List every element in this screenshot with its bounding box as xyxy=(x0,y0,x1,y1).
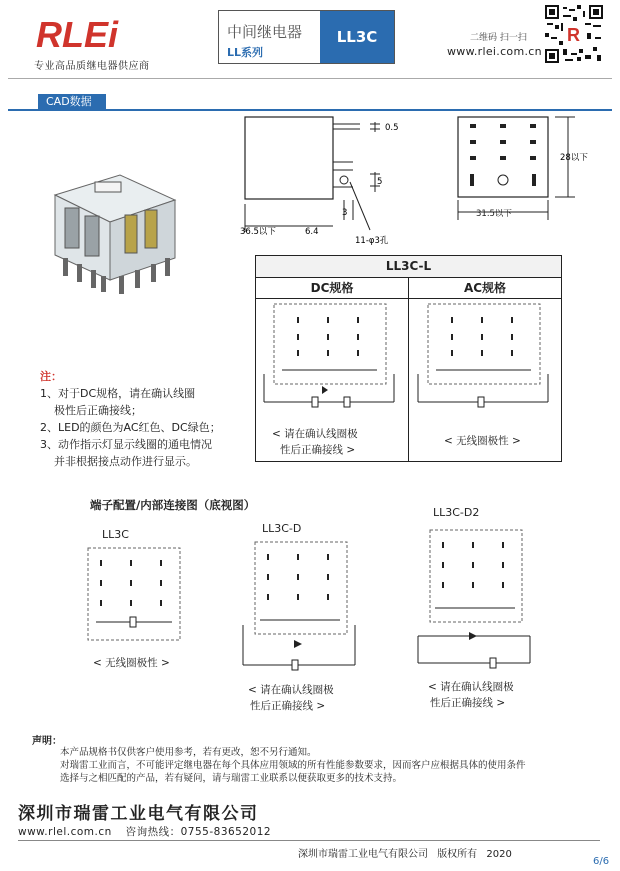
ll3c-d-caption-line: < 请在确认线圈极 xyxy=(248,684,334,696)
terminal-section-title: 端子配置/内部连接图（底视图） xyxy=(90,498,256,512)
ll3c-d2-caption-line: 性后正确接线 > xyxy=(430,697,506,709)
ll3c-d-label: LL3C-D xyxy=(262,522,302,535)
statement-line: 对瑞雷工业而言，不可能评定继电器在每个具体应用领域的所有性能参数要求，因而客户应根据具体的使用条件 xyxy=(60,760,526,771)
qr-code-icon xyxy=(545,5,603,63)
dim-holes: 11-φ3孔 xyxy=(355,236,389,246)
ll3c-d-caption-line: 性后正确接线 > xyxy=(250,700,326,712)
ac-caption: < 无线圈极性 > xyxy=(444,435,521,447)
dim-3: 3 xyxy=(342,208,348,218)
dim-5: 5 xyxy=(377,177,383,187)
dim-28: 28以下 xyxy=(560,153,588,163)
relay-photo xyxy=(35,160,185,310)
svg-text:R: R xyxy=(567,25,580,45)
copyright-text: 版权所有 xyxy=(437,849,478,860)
cad-dimension-drawing xyxy=(230,112,610,247)
copyright-company: 深圳市瑞雷工业电气有限公司 xyxy=(298,849,428,860)
ll3c-d2-caption xyxy=(428,679,514,711)
statement-line: 选择与之相匹配的产品，若有疑问，请与瑞雷工业联系以便获取更多的技术支持。 xyxy=(60,773,403,784)
notes xyxy=(40,368,221,470)
dc-wiring-diagram xyxy=(262,302,402,422)
dc-caption xyxy=(272,426,358,458)
hotline-number[interactable]: 0755-83652012 xyxy=(180,826,272,838)
svg-text:RLEi: RLEi xyxy=(36,14,119,54)
copyright xyxy=(298,845,512,860)
note-line: 2、LED的颜色为AC红色、DC绿色； xyxy=(40,421,221,434)
copyright-year: 2020 xyxy=(486,849,512,860)
ac-header: AC规格 xyxy=(409,278,561,299)
cad-section-label: CAD数据 xyxy=(38,94,106,110)
company-name: 深圳市瑞雷工业电气有限公司 xyxy=(18,804,259,824)
footer-website[interactable]: www.rlel.com.cn xyxy=(18,826,112,838)
header-website[interactable]: www.rlei.com.cn xyxy=(447,45,542,58)
scan-text: 二维码 扫一扫 xyxy=(470,33,527,43)
footer-divider xyxy=(18,840,600,841)
notes-title: 注： xyxy=(40,370,62,383)
ll3c-d2-caption-line: < 请在确认线圈极 xyxy=(428,681,514,693)
dim-31-5: 31.5以下 xyxy=(476,209,512,219)
page-number: 6/6 xyxy=(593,856,610,867)
ll3c-l-title: LL3C-L xyxy=(256,256,561,278)
header-divider xyxy=(8,78,612,79)
product-series: LL系列 xyxy=(227,46,264,59)
rlei-logo xyxy=(34,14,144,54)
note-line: 1、对于DC规格，请在确认线圈 xyxy=(40,387,196,400)
dc-caption-line: 性后正确接线 > xyxy=(280,444,356,456)
dim-36-5: 36.5以下 xyxy=(240,227,276,237)
ll3c-d2-label: LL3C-D2 xyxy=(433,506,480,519)
dc-header: DC规格 xyxy=(256,278,408,299)
ll3c-d2-diagram xyxy=(415,528,535,673)
ll3c-d-diagram xyxy=(240,540,360,675)
statement-line: 本产品规格书仅供客户使用参考，若有更改，恕不另行通知。 xyxy=(60,747,317,758)
cad-section-banner xyxy=(8,94,612,110)
ac-wiring-diagram xyxy=(416,302,556,422)
ll3c-caption: < 无线圈极性 > xyxy=(93,657,170,669)
contact-line xyxy=(18,824,271,839)
model-badge: LL3C xyxy=(320,11,394,63)
tagline: 专业高品质继电器供应商 xyxy=(34,61,150,72)
dc-caption-line: < 请在确认线圈极 xyxy=(272,428,358,440)
ll3c-diagram xyxy=(86,546,182,642)
statement xyxy=(60,746,526,785)
note-line: 极性后正确接线； xyxy=(40,404,142,417)
hotline-label: 咨询热线： xyxy=(125,826,181,838)
product-title: 中间继电器 xyxy=(227,23,303,41)
dim-0-5: 0.5 xyxy=(385,123,399,133)
product-box xyxy=(218,10,395,64)
ll3c-label: LL3C xyxy=(102,528,129,541)
ll3c-d-caption xyxy=(248,682,334,714)
statement-title: 声明： xyxy=(32,736,62,747)
note-line: 3、动作指示灯显示线圈的通电情况 xyxy=(40,438,212,451)
ll3c-l-table xyxy=(255,255,562,462)
dim-6-4: 6.4 xyxy=(305,227,319,237)
note-line: 并非根据接点动作进行显示。 xyxy=(40,455,197,468)
